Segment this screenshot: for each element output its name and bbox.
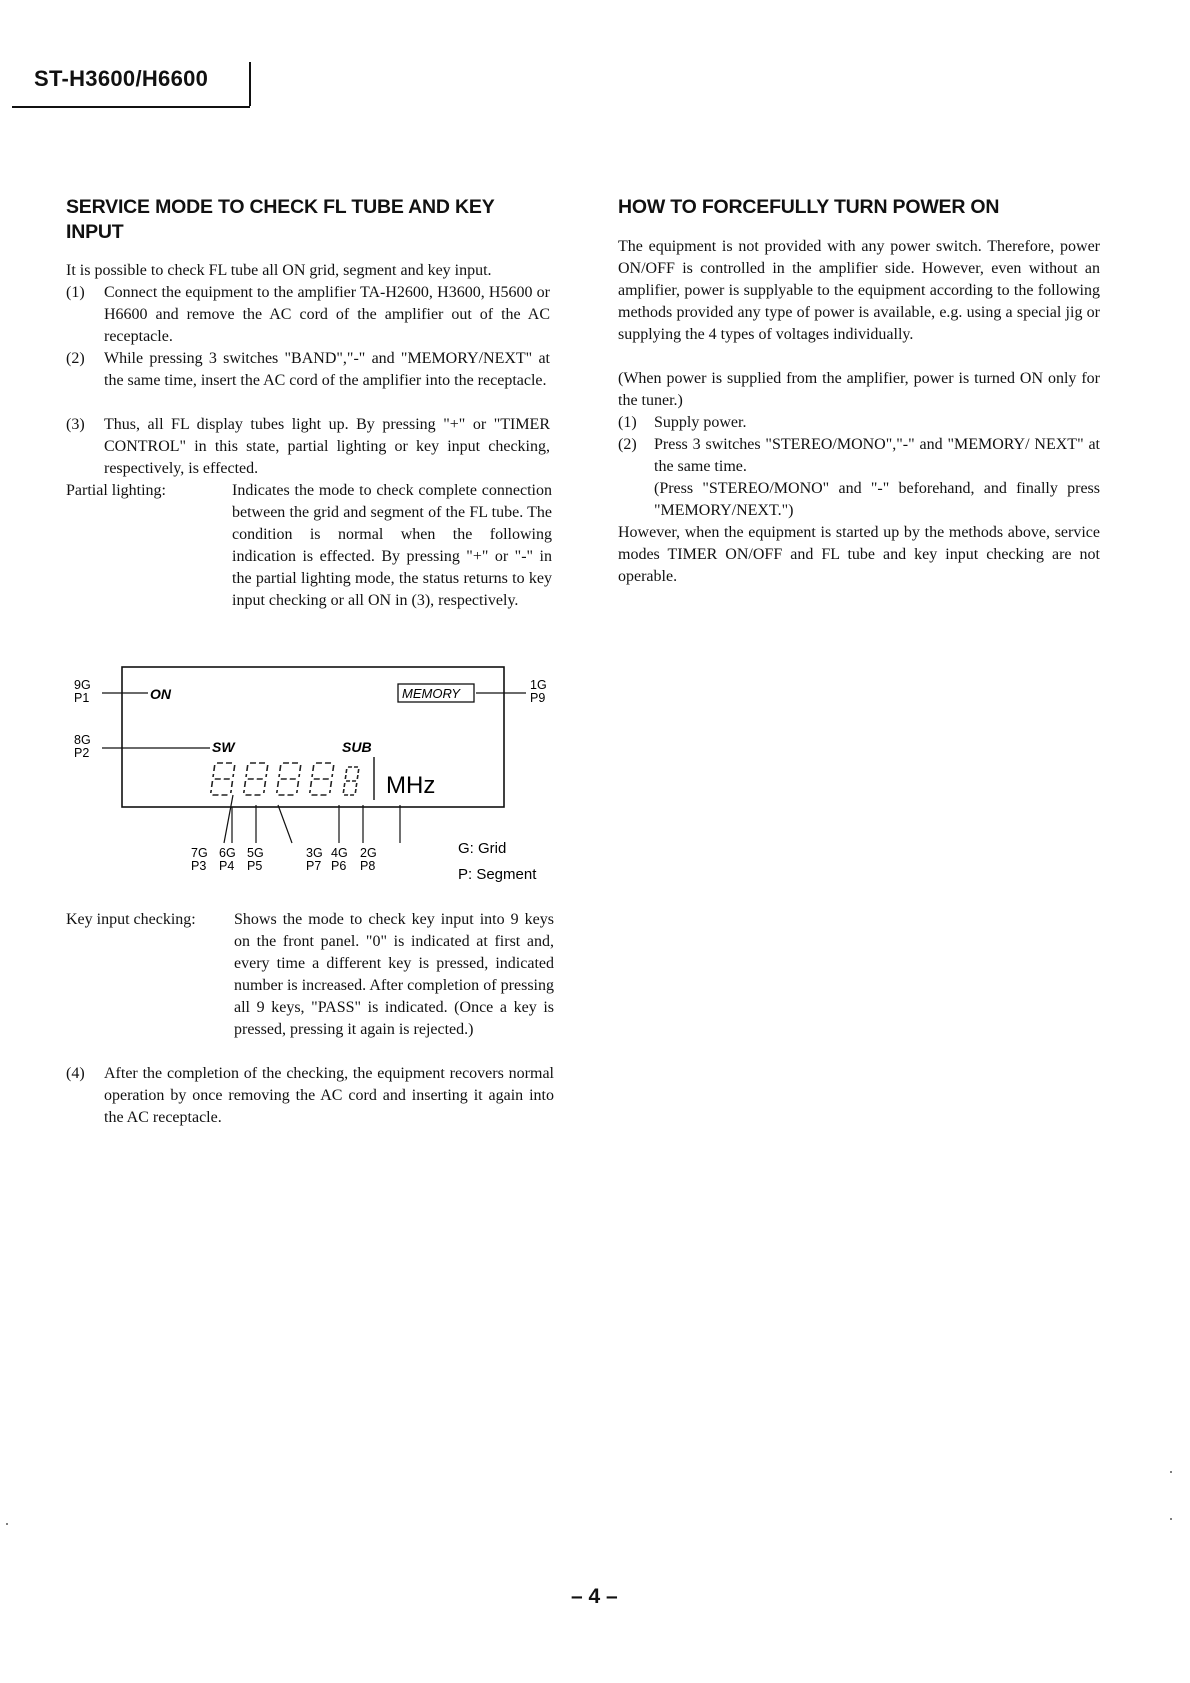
pin-5g: 5G [247,846,264,860]
scan-speck [6,1523,8,1525]
power-step-1-number: (1) [618,414,637,431]
page-number: – 4 – [571,1585,618,1608]
pin-4g: 4G [331,846,348,860]
legend-segment: P: Segment [458,866,537,883]
step-2-text: While pressing 3 switches "BAND","-" and "MEMORY/NEXT" at the same time, insert the AC cord of the amplifier into the receptacle. [104,350,550,389]
power-step-2-number: (2) [618,436,637,453]
pin-p8: P8 [360,859,376,873]
pin-2g: 2G [360,846,377,860]
pin-p4: P4 [219,859,235,873]
step-4-number: (4) [66,1065,85,1082]
power-para-3: However, when the equipment is started up by the methods above, service modes TIMER ON/OFF and FL tube and key input checking are not operable. [618,524,1100,585]
pin-p2: P2 [74,746,90,760]
pin-7g: 7G [191,846,208,860]
power-para-1: The equipment is not provided with any power switch. Therefore, power ON/OFF is controlled in the amplifier side. However, even without an amplifier, power is supplyable to the equipment according to the following methods provided any type of power is available, e.g. using a special jig or supplying the 4 types of voltages individually. [618,238,1100,343]
header-divider [249,62,251,106]
model-title: ST-H3600/H6600 [34,66,209,91]
pin-p3: P3 [191,859,207,873]
step-3-text: Thus, all FL display tubes light up. By pressing "+" or "TIMER CONTROL" in this state, partial lighting or key input checking, respectively, is effected. [104,416,550,477]
sub-indicator: SUB [342,739,372,755]
pin-p7: P7 [306,859,322,873]
key-input-label: Key input checking: [66,911,196,928]
pin-p1: P1 [74,691,90,705]
partial-lighting-text: Indicates the mode to check complete connection between the grid and segment of the FL tube. The condition is normal when the following indication is effected. By pressing "+" or "-" in the partial lighting mode, the status returns to key input checking or all ON in (3), respectively. [232,482,552,609]
scan-speck [1170,1518,1172,1520]
pin-8g: 8G [74,733,91,747]
pin-9g: 9G [74,678,91,692]
pin-6g: 6G [219,846,236,860]
key-input-text: Shows the mode to check key input into 9 keys on the front panel. "0" is indicated at first and, every time a different key is pressed, indicated number is increased. After completion of pressing all 9 keys, "PASS" is indicated. (Once a key is pressed, pressing it again is rejected.) [234,911,554,1038]
sw-indicator: SW [212,739,235,755]
legend-grid: G: Grid [458,840,507,857]
step-1-number: (1) [66,284,85,301]
mhz-indicator: MHz [386,772,436,799]
step-2-number: (2) [66,350,85,367]
header-rule [12,106,250,108]
power-step-2-note: (Press "STEREO/MONO" and "-" beforehand, and finally press "MEMORY/NEXT.") [654,480,1100,519]
seven-segment-digits [211,763,359,795]
intro-text: It is possible to check FL tube all ON grid, segment and key input. [66,262,492,279]
memory-indicator: MEMORY [402,686,461,701]
step-1-text: Connect the equipment to the amplifier TA-H2600, H3600, H5600 or H6600 and remove the AC cord of the amplifier out of the AC receptacle. [104,284,550,345]
step-3-number: (3) [66,416,85,433]
right-heading: HOW TO FORCEFULLY TURN POWER ON [618,196,1000,218]
power-para-2: (When power is supplied from the amplifier, power is turned ON only for the tuner.) [618,370,1100,409]
pin-p9: P9 [530,691,546,705]
pin-p5: P5 [247,859,263,873]
on-indicator: ON [150,686,171,702]
fl-tube-diagram [60,655,560,885]
step-4-text: After the completion of the checking, the equipment recovers normal operation by once removing the AC cord and inserting it again into the AC receptacle. [104,1065,554,1126]
power-step-2-text: Press 3 switches "STEREO/MONO","-" and "MEMORY/ NEXT" at the same time. [654,436,1100,475]
power-step-1-text: Supply power. [654,414,747,431]
pin-1g: 1G [530,678,547,692]
pin-3g: 3G [306,846,323,860]
pin-p6: P6 [331,859,347,873]
left-heading: SERVICE MODE TO CHECK FL TUBE AND KEY INPUT [66,196,495,243]
partial-lighting-label: Partial lighting: [66,482,166,499]
scan-speck [1170,1471,1172,1473]
